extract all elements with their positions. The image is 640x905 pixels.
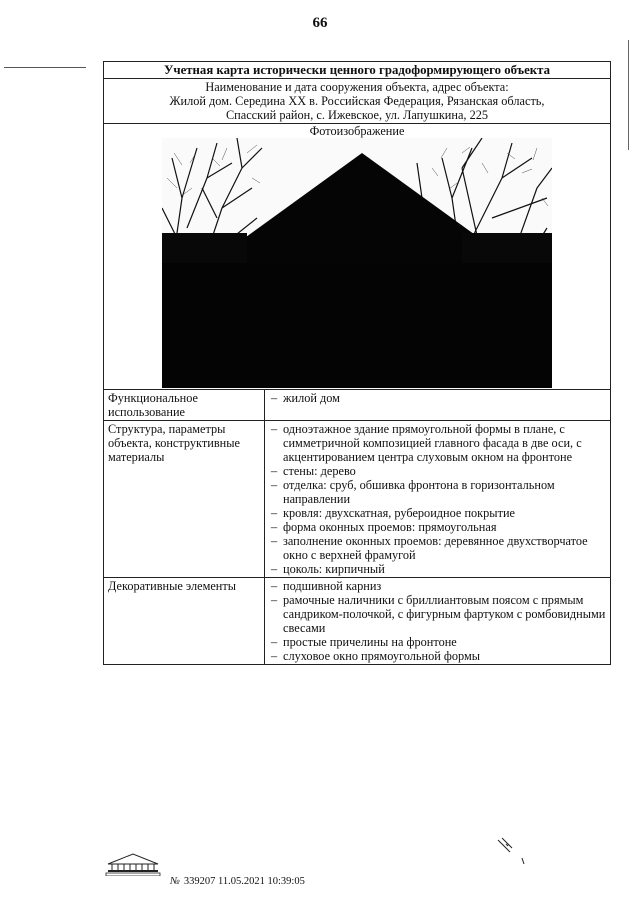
registration-card-table [103,61,611,665]
registry-logo-icon [104,850,162,876]
structure-values [265,421,611,578]
list-item: – кровля: двухскатная, рубероидное покрытие [269,506,606,520]
photo-label: Фотоизображение [309,124,405,138]
structure-label: Структура, параметры объекта, конструктивные материалы [104,421,265,578]
list-item: – простые причелины на фронтоне [269,635,606,649]
decorative-elements-values [265,578,611,665]
pen-mark [496,836,536,866]
list-item: – стены: дерево [269,464,606,478]
object-name-line-1: Жилой дом. Середина XX в. Российская Федерация, Рязанская область, [169,94,545,108]
list-item: – цоколь: кирпичный [269,562,606,576]
functional-use-values [265,390,611,421]
list-item: – слуховое окно прямоугольной формы [269,649,606,663]
list-item: – отделка: сруб, обшивка фронтона в горизонтальном направлении [269,478,606,506]
scan-edge-line [628,40,629,150]
photo-cell [104,124,611,390]
list-item: – форма оконных проемов: прямоугольная [269,520,606,534]
scan-artifact-line [4,67,86,68]
document-stamp [170,876,305,887]
stamp-text: 339207 11.05.2021 10:39:05 [183,876,305,887]
list-item: – рамочные наличники с бриллиантовым поясом с прямым сандриком-полочкой, с фигурным фартуком с ромбовидными свесами [269,593,606,635]
card-title: Учетная карта исторически ценного градоформирующего объекта [104,62,611,79]
list-item: – заполнение оконных проемов: деревянное двухстворчатое окно с верхней фрамугой [269,534,606,562]
decorative-elements-label: Декоративные элементы [104,578,265,665]
list-item: – жилой дом [269,391,606,405]
page-number: 66 [312,15,328,31]
number-sign: № [170,876,180,887]
list-item: – одноэтажное здание прямоугольной формы в плане, с симметричной композицией главного фасада в две оси, с акцентированием центра слуховым окном на фронтоне [269,422,606,464]
house-photo [162,138,552,388]
list-item: – подшивной карниз [269,579,606,593]
object-name-cell [104,79,611,124]
object-name-label: Наименование и дата сооружения объекта, адрес объекта: [205,80,509,94]
object-name-line-2: Спасский район, с. Ижевское, ул. Лапушкина, 225 [225,108,489,122]
functional-use-label: Функциональное использование [104,390,265,421]
